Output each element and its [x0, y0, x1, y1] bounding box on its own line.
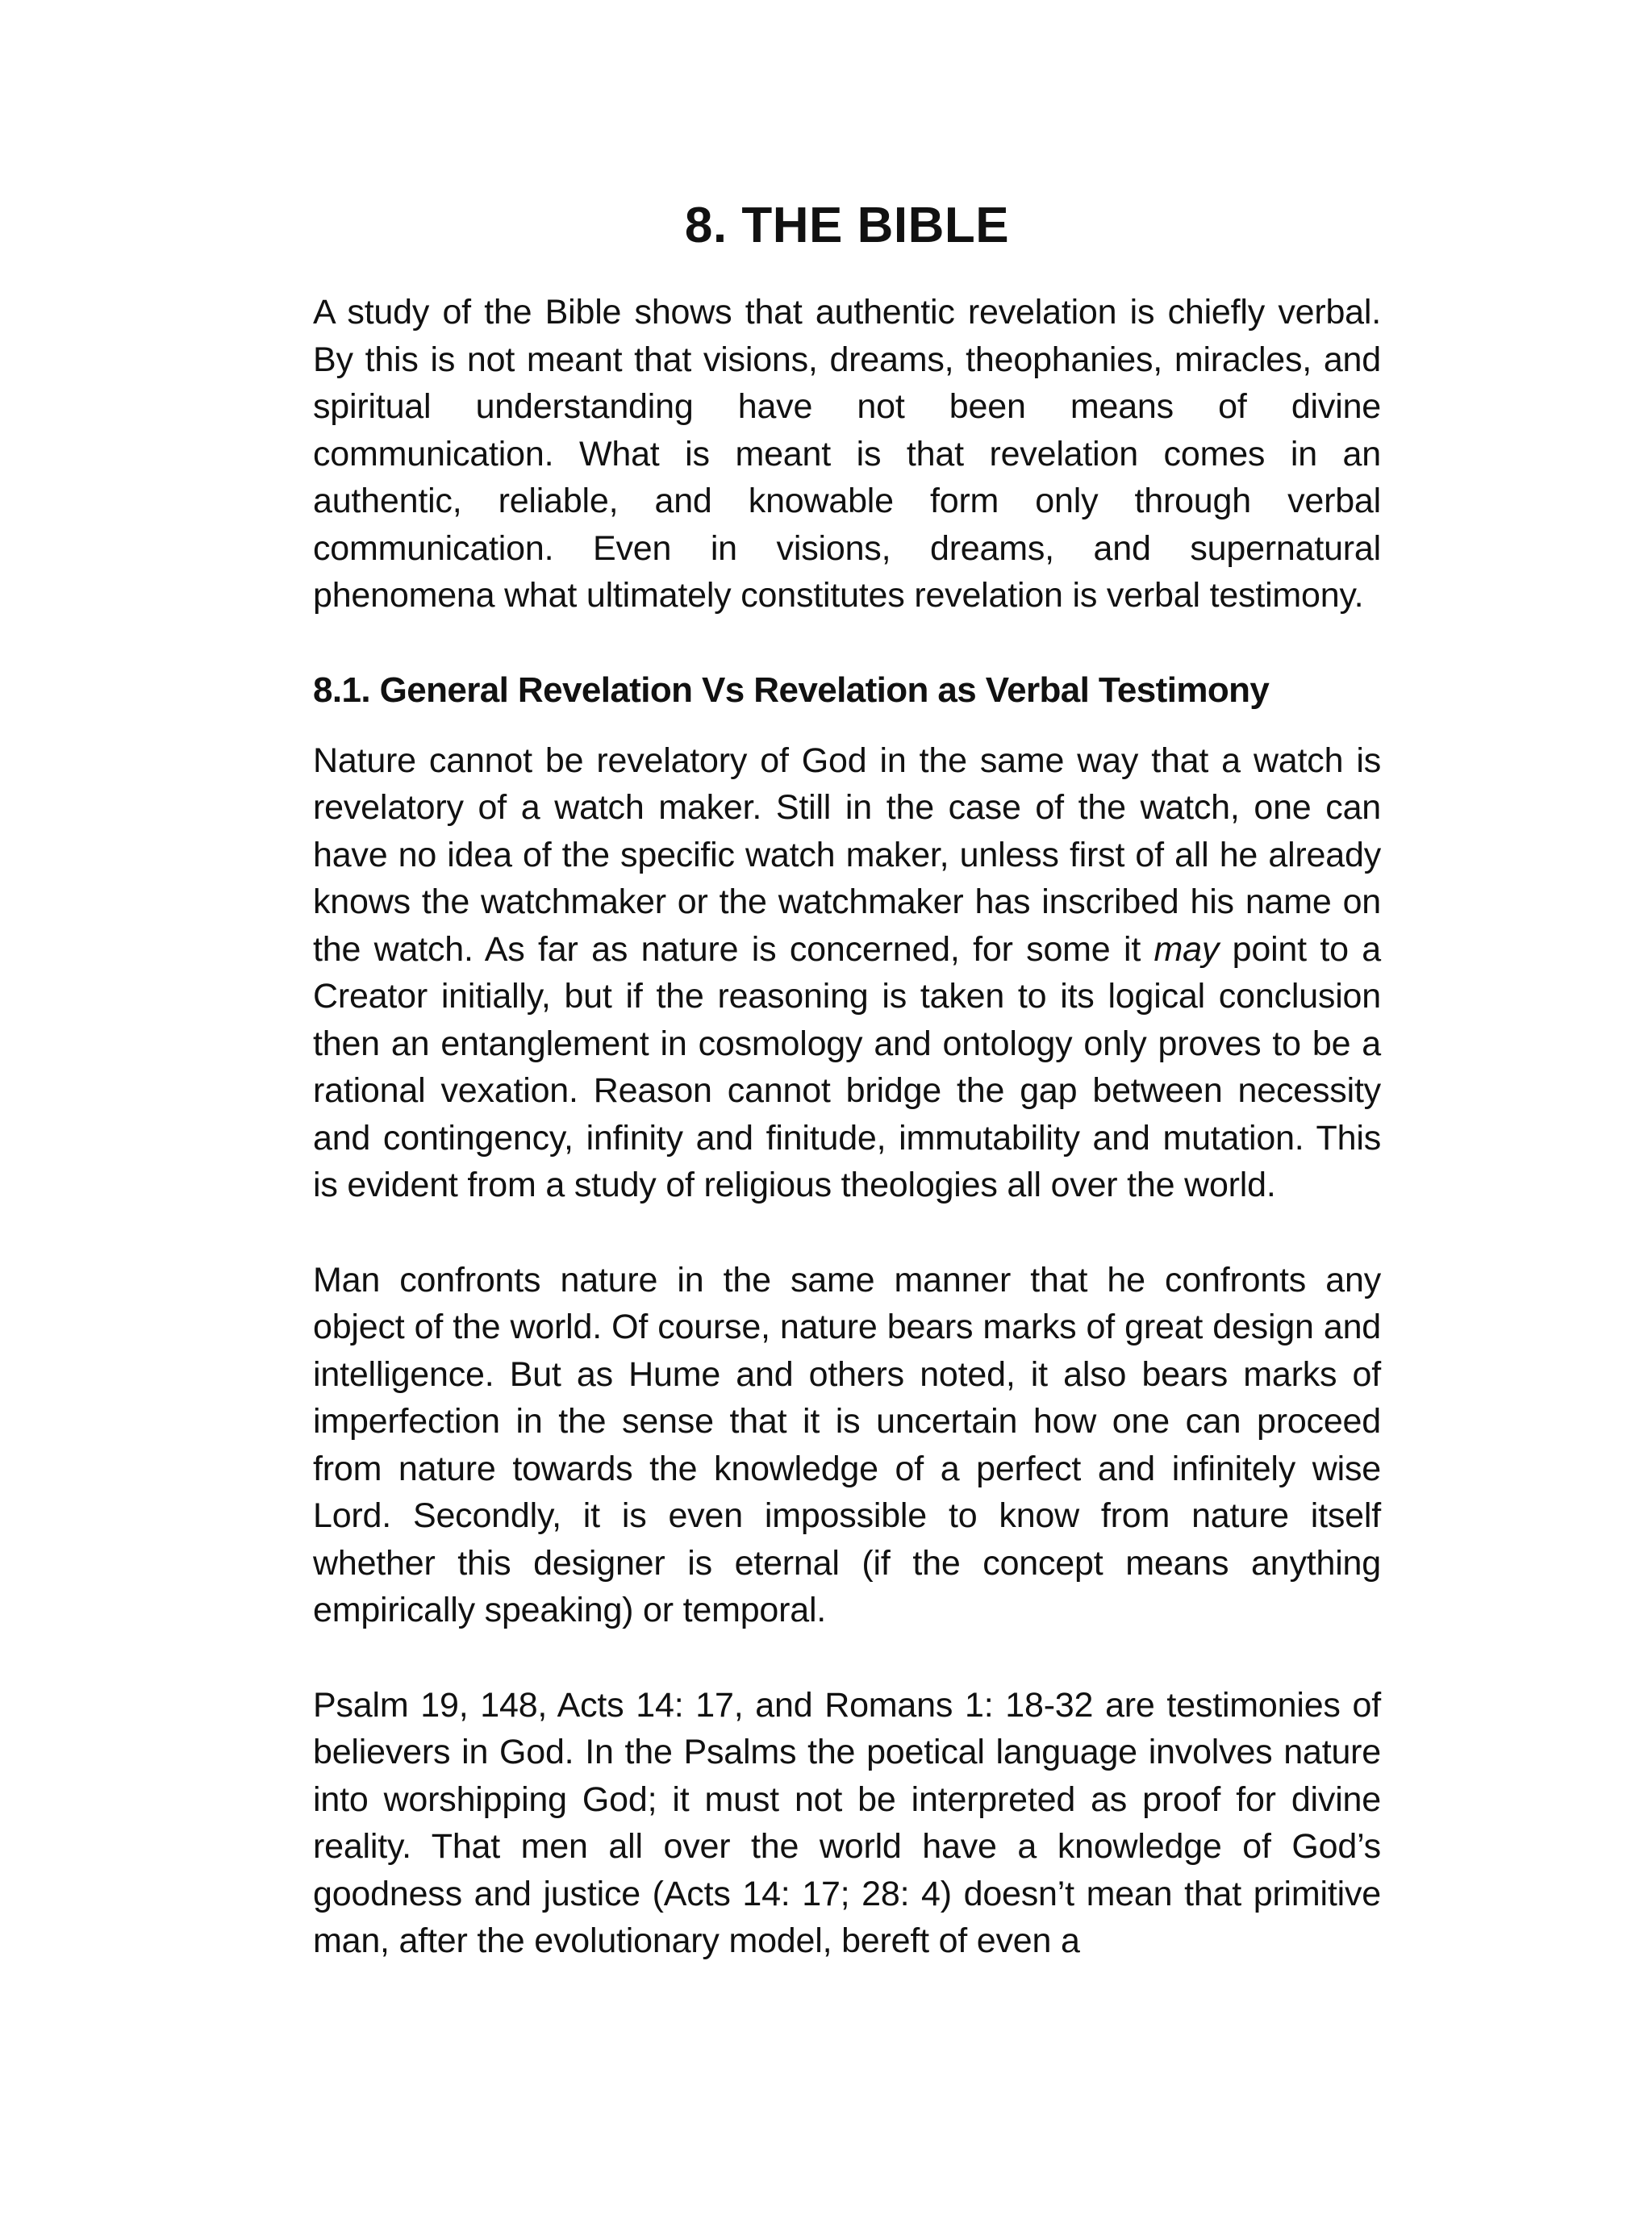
paragraph-1-emphasis: may	[1153, 929, 1220, 969]
intro-paragraph: A study of the Bible shows that authentic revelation is chiefly verbal. By this is not meant that visions, dreams, theophanies, miracles, and spiritual understanding have not been means of divine communication. What is meant is that revelation comes in an authentic, reliable, and knowable form only through verbal communication. Even in visions, dreams, and supernatural phenomena what ultimately constitutes revelation is verbal testimony.	[313, 293, 1381, 615]
page-content	[313, 194, 1381, 1965]
paragraph-1	[313, 737, 1381, 1209]
section-heading: 8.1. General Revelation Vs Revelation as Verbal Testimony	[313, 670, 1270, 710]
paragraph-3: Psalm 19, 148, Acts 14: 17, and Romans 1: 18-32 are testimonies of believers in God. In the Psalms the poetical language involves nature into worshipping God; it must not be interpreted as proof for divine reality. That men all over the world have a knowledge of God’s goodness and justice (Acts 14: 17; 28: 4) doesn’t mean that primitive man, after the evolutionary model, bereft of even a	[313, 1685, 1381, 1960]
chapter-title: 8. THE BIBLE	[684, 198, 1010, 253]
paragraph-2: Man confronts nature in the same manner that he confronts any object of the world. Of course, nature bears marks of great design and intelligence. But as Hume and others noted, it also bears marks of imperfection in the sense that it is uncertain how one can proceed from nature towards the knowledge of a perfect and infinitely wise Lord. Secondly, it is even impossible to know from nature itself whether this designer is eternal (if the concept means anything empirically speaking) or temporal.	[313, 1260, 1381, 1629]
paragraph-1-text-a: Nature cannot be revelatory of God in the same way that a watch is revelatory of a watch maker. Still in the case of the watch, one can have no idea of the specific watch maker, unless first of all he already knows the watchmaker or the watchmaker has inscribed his name on the watch. As far as nature is concerned, for some it	[313, 741, 1381, 969]
paragraph-1-text-b: point to a Creator initially, but if the reasoning is taken to its logical conclusion then an entanglement in cosmology and ontology only proves to be a rational vexation. Reason cannot bridge the gap between necessity and contingency, infinity and finitude, immutability and mutation. This is evident from a study of religious theologies all over the world.	[313, 929, 1381, 1204]
